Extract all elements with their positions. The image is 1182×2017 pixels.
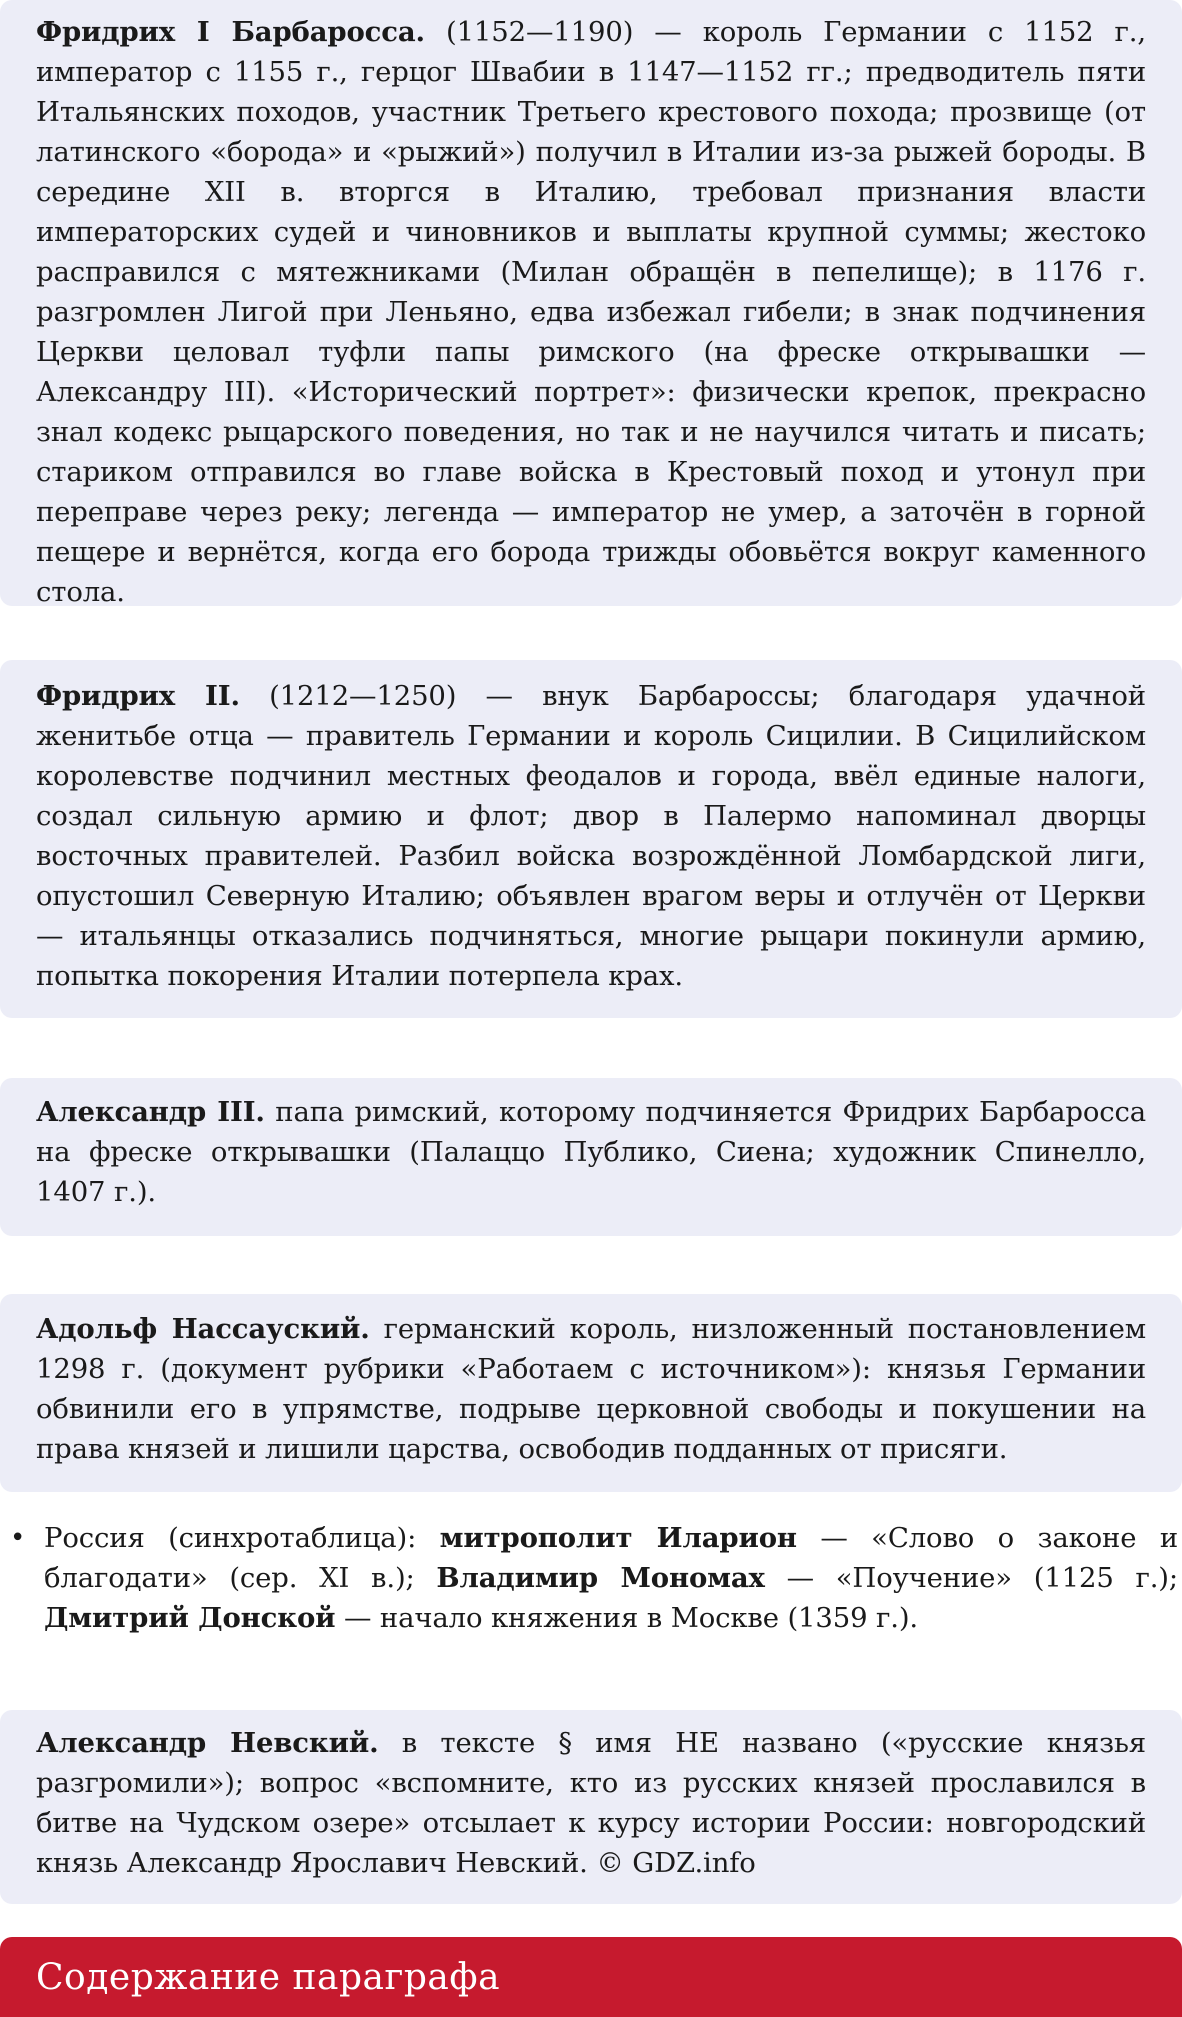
entry-adolf-nassau bbox=[0, 1294, 1182, 1492]
section-contents-button[interactable] bbox=[0, 1937, 1182, 2017]
entry-alexander-iii bbox=[0, 1078, 1182, 1236]
bullet-note-donskoy: — начало княжения в Москве (1359 г.). bbox=[335, 1602, 919, 1634]
entry-body: папа римский, которому подчиняется Фридрих Барбаросса на фреске открывашки (Палаццо Публико, Сиена; художник Спинелло, 1407 г.). bbox=[36, 1096, 1147, 1208]
entry-text bbox=[36, 1723, 1146, 1883]
entry-frederick-barbarossa bbox=[0, 0, 1182, 606]
bullet-name-ilarion: митрополит Иларион bbox=[439, 1522, 797, 1554]
entry-title: Александр III. bbox=[36, 1096, 265, 1128]
entry-frederick-ii bbox=[0, 660, 1182, 1018]
bullet-text bbox=[44, 1518, 1178, 1638]
bullet-name-donskoy: Дмитрий Донской bbox=[44, 1602, 336, 1634]
entry-body: в тексте § имя НЕ названо («русские князья разгромили»); вопрос «вспомните, кто из русских князей прославился в битве на Чудском озере» отсылает к курсу истории России: новгородский князь Александр Ярославич Невский. © GDZ.info bbox=[36, 1727, 1146, 1879]
bullet-note-ilarion: — «Слово о законе и благодати» (сер. XI в.); bbox=[44, 1522, 1179, 1594]
entry-text bbox=[36, 12, 1146, 612]
bullet-icon: • bbox=[10, 1523, 26, 1553]
entry-title: Фридрих II. bbox=[36, 680, 240, 712]
entry-body: (1212—1250) — внук Барбароссы; благодаря удачной женитьбе отца — правитель Германии и король Сицилии. В Сицилийском королевстве подчинил местных феодалов и города, ввёл единые налоги, создал сильную армию и флот; двор в Палермо напоминал дворцы восточных правителей. Разбил войска возрождённой Ломбардской лиги, опустошил Северную Италию; объявлен врагом веры и отлучён от Церкви — итальянцы отказались подчиняться, многие рыцари покинули армию, попытка покорения Италии потерпела крах. bbox=[36, 680, 1146, 992]
entry-title: Адольф Нассауский. bbox=[36, 1313, 370, 1345]
entry-text bbox=[36, 676, 1146, 996]
bullet-item-russia bbox=[0, 1518, 1182, 1638]
entry-title: Александр Невский. bbox=[36, 1727, 379, 1759]
bullet-note-monomakh: — «Поучение» (1125 г.); bbox=[764, 1562, 1178, 1594]
entry-body: германский король, низложенный постановлением 1298 г. (документ рубрики «Работаем с источником»): князья Германии обвинили его в упрямстве, подрыве церковной свободы и покушении на права князей и лишили царства, освободив подданных от присяги. bbox=[36, 1313, 1146, 1465]
bullet-lead: Россия (синхротаблица): bbox=[44, 1522, 440, 1554]
entry-alexander-nevsky bbox=[0, 1710, 1182, 1904]
entry-body: (1152—1190) — король Германии с 1152 г., император с 1155 г., герцог Швабии в 1147—1152 гг.; предводитель пяти Итальянских походов, участник Третьего крестового похода; прозвище (от латинского «борода» и «рыжий») получил в Италии из-за рыжей бороды. В середине XII в. вторгся в Италию, требовал признания власти императорских судей и чиновников и выплаты крупной суммы; жестоко расправился с мятежниками (Милан обращён в пепелище); в 1176 г. разгромлен Лигой при Леньяно, едва избежал гибели; в знак подчинения Церкви целовал туфли папы римского (на фреске открывашки — Александру III). «Исторический портрет»: физически крепок, прекрасно знал кодекс рыцарского поведения, но так и не научился читать и писать; стариком отправился во главе войска в Крестовый поход и утонул при переправе через реку; легенда — император не умер, а заточён в горной пещере и вернётся, когда его борода трижды обовьётся вокруг каменного стола. bbox=[36, 16, 1146, 608]
bullet-name-monomakh: Владимир Мономах bbox=[436, 1562, 765, 1594]
entry-text bbox=[36, 1309, 1146, 1469]
entry-title: Фридрих I Барбаросса. bbox=[36, 16, 425, 48]
entry-text bbox=[36, 1092, 1146, 1212]
section-contents-label: Содержание параграфа bbox=[36, 1956, 501, 1998]
